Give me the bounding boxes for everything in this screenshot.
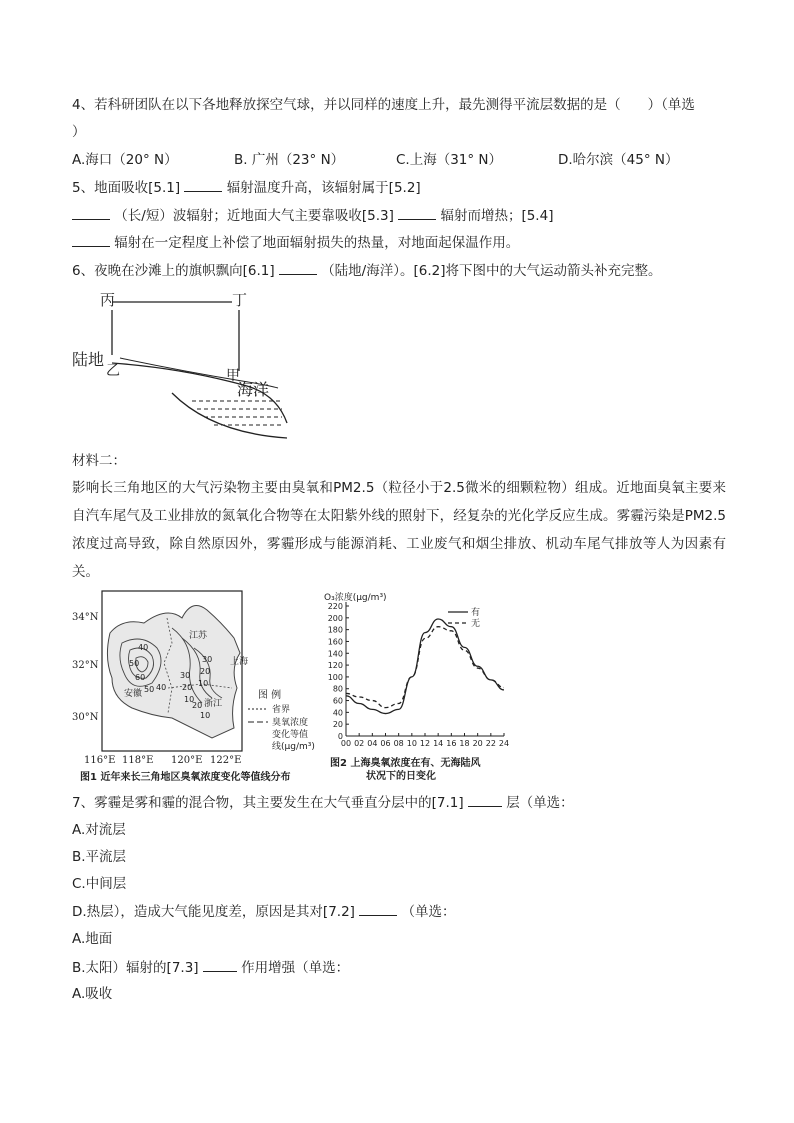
x-tick-label: 10 — [406, 739, 417, 748]
contour-label: 40 — [138, 643, 149, 652]
q5-blank-5-1[interactable] — [184, 178, 222, 192]
legend-item-border: 省界 — [272, 705, 291, 715]
q5-line1 — [72, 178, 421, 197]
q5-line1-prefix: 5、地面吸收[5.1] — [72, 180, 181, 196]
q7-line7-suffix: 作用增强（单选： — [241, 960, 350, 976]
q7-line5 — [72, 902, 456, 921]
q7-line5-prefix: D.热层），造成大气能见度差，原因是其对[7.2] — [72, 904, 355, 920]
q6-suffix: （陆地/海洋）。[6.2]将下图中的大气运动箭头补充完整。 — [321, 263, 662, 279]
contour-label: 20 — [200, 667, 211, 676]
contour-label: 10 — [198, 679, 209, 688]
lon-label-122: 122°E — [210, 755, 242, 766]
y-tick-label: 0 — [337, 732, 343, 741]
lat-label-32: 32°N — [72, 660, 99, 671]
place-shanghai: 上海 — [230, 657, 249, 667]
y-tick-label: 60 — [332, 696, 343, 706]
sea-land-breeze-diagram — [72, 283, 292, 448]
chart-axes — [328, 602, 509, 748]
q7-option-a3: A.吸收 — [72, 986, 113, 1002]
contour-label: 10 — [184, 695, 195, 704]
y-axis-title: O₃浓度(μg/m³) — [324, 593, 387, 603]
y-tick-label: 160 — [327, 637, 343, 647]
figure1-ozone-map — [72, 588, 322, 788]
lon-label-118: 118°E — [122, 755, 154, 766]
legend-label-wu: 无 — [471, 619, 481, 629]
label-yi: 乙 — [106, 363, 120, 379]
chart-legend — [448, 606, 480, 629]
q4-option-d: D.哈尔滨（45° N） — [558, 152, 679, 168]
q5-blank-5-4[interactable] — [72, 233, 110, 247]
chart-series — [346, 619, 504, 714]
y-tick-label: 20 — [332, 720, 343, 730]
x-tick-label: 22 — [485, 739, 496, 748]
label-land: 陆地 — [72, 350, 105, 369]
q7-option-a2: A.地面 — [72, 931, 113, 947]
x-tick-label: 12 — [419, 739, 431, 748]
q7-line7 — [72, 958, 349, 977]
legend-label-you: 有 — [471, 608, 481, 618]
q7-option-a: A.对流层 — [72, 822, 126, 838]
legend-item-contour: 臭氧浓度 — [272, 718, 309, 728]
x-tick-label: 24 — [498, 739, 510, 748]
q7-line1-prefix: 7、雾霾是雾和霾的混合物，其主要发生在大气垂直分层中的[7.1] — [72, 795, 464, 811]
q7-line7-prefix: B.太阳）辐射的[7.3] — [72, 960, 199, 976]
q7-line5-suffix: （单选： — [401, 904, 456, 920]
x-tick-label: 02 — [354, 739, 365, 748]
q7-option-b: B.平流层 — [72, 849, 127, 865]
lat-label-30: 30°N — [72, 712, 99, 723]
place-anhui: 安徽 — [124, 689, 143, 699]
q7-line1 — [72, 793, 574, 812]
q5-blank-5-2[interactable] — [72, 206, 110, 220]
label-jia: 甲 — [226, 368, 240, 384]
x-tick-label: 14 — [433, 739, 444, 748]
q5-line2-prefix: （长/短）波辐射；近地面大气主要靠吸收[5.3] — [114, 208, 394, 224]
place-jiangsu: 江苏 — [189, 631, 208, 641]
label-bing: 丙 — [100, 291, 116, 309]
q4-option-a: A.海口（20° N） — [72, 152, 178, 168]
figure2-caption-line2: 状况下的日变化 — [366, 771, 436, 782]
q4-option-b: B. 广州（23° N） — [234, 152, 345, 168]
contour-label: 20 — [192, 701, 203, 710]
y-tick-label: 140 — [327, 649, 343, 659]
series-line-with-breeze — [346, 619, 504, 714]
x-tick-label: 06 — [380, 739, 391, 748]
legend-title: 图 例 — [258, 690, 282, 701]
y-tick-label: 40 — [332, 708, 343, 718]
x-tick-label: 04 — [367, 739, 378, 748]
q5-line1-suffix: 辐射温度升高，该辐射属于[5.2] — [226, 180, 421, 196]
y-tick-label: 200 — [327, 613, 343, 623]
y-tick-label: 180 — [327, 625, 343, 635]
y-tick-label: 120 — [327, 661, 343, 671]
seabed-line — [172, 393, 287, 438]
q4-option-c: C.上海（31° N） — [396, 152, 503, 168]
q4-stem-cont: ） — [72, 124, 86, 140]
x-tick-label: 18 — [459, 739, 470, 748]
figure1-caption: 图1 近年来长三角地区臭氧浓度变化等值线分布 — [80, 772, 291, 783]
label-ding: 丁 — [232, 291, 248, 309]
y-tick-label: 80 — [332, 684, 343, 694]
contour-label: 30 — [202, 655, 213, 664]
y-tick-label: 100 — [327, 672, 343, 682]
contour-label: 50 — [144, 685, 155, 694]
q5-line3 — [72, 233, 519, 252]
label-sea: 海洋 — [237, 380, 270, 399]
x-tick-label: 00 — [340, 739, 352, 748]
contour-label: 20 — [182, 683, 193, 692]
figure2-caption-line1: 图2 上海臭氧浓度在有、无海陆风 — [330, 758, 481, 769]
x-tick-label: 08 — [393, 739, 404, 748]
q4-stem: 4、若科研团队在以下各地释放探空气球，并以同样的速度上升，最先测得平流层数据的是（ ）（单选 — [72, 97, 695, 113]
contour-label: 30 — [180, 671, 191, 680]
q7-line1-suffix: 层（单选： — [506, 795, 574, 811]
q7-blank-7-2[interactable] — [359, 902, 397, 916]
lon-label-120: 120°E — [171, 755, 203, 766]
lat-label-34: 34°N — [72, 612, 99, 623]
contour-label: 40 — [156, 683, 167, 692]
legend-item-contour-3: 线(μg/m³) — [272, 742, 315, 752]
contour-label: 60 — [135, 673, 146, 682]
q7-blank-7-1[interactable] — [468, 793, 502, 807]
q5-line2 — [72, 206, 553, 225]
land-region — [107, 606, 240, 739]
q6-blank-6-1[interactable] — [279, 261, 317, 275]
q5-line2-suffix: 辐射而增热；[5.4] — [440, 208, 554, 224]
q6-stem — [72, 261, 662, 280]
q5-line3-suffix: 辐射在一定程度上补偿了地面辐射损失的热量，对地面起保温作用。 — [114, 235, 520, 251]
q7-blank-7-3[interactable] — [203, 958, 237, 972]
sea-water-dashes — [192, 401, 282, 425]
y-tick-label: 220 — [327, 602, 343, 611]
q6-prefix: 6、夜晚在沙滩上的旗帜飘向[6.1] — [72, 263, 275, 279]
q7-option-c: C.中间层 — [72, 876, 127, 892]
legend-item-contour-2: 变化等值 — [272, 730, 309, 740]
material2-title: 材料二： — [72, 453, 126, 469]
lon-label-116: 116°E — [84, 755, 116, 766]
contour-label: 10 — [200, 711, 211, 720]
material2-paragraph: 影响长三角地区的大气污染物主要由臭氧和PM2.5（粒径小于2.5微米的细颗粒物）组成。近地面臭氧主要来自汽车尾气及工业排放的氮氧化合物等在太阳紫外线的照射下，经复杂的光化学反应生成。雾霾污染是PM2.5浓度过高导致，除自然原因外，雾霾形成与能源消耗、工业废气和烟尘排放、机动车尾气排放等人为因素有关。 — [72, 480, 726, 580]
x-tick-label: 16 — [446, 739, 457, 748]
place-zhejiang: 浙江 — [204, 699, 223, 709]
x-tick-label: 20 — [472, 739, 483, 748]
figure2-ozone-chart — [322, 588, 522, 788]
q5-blank-5-3[interactable] — [398, 206, 436, 220]
contour-label: 50 — [129, 659, 140, 668]
